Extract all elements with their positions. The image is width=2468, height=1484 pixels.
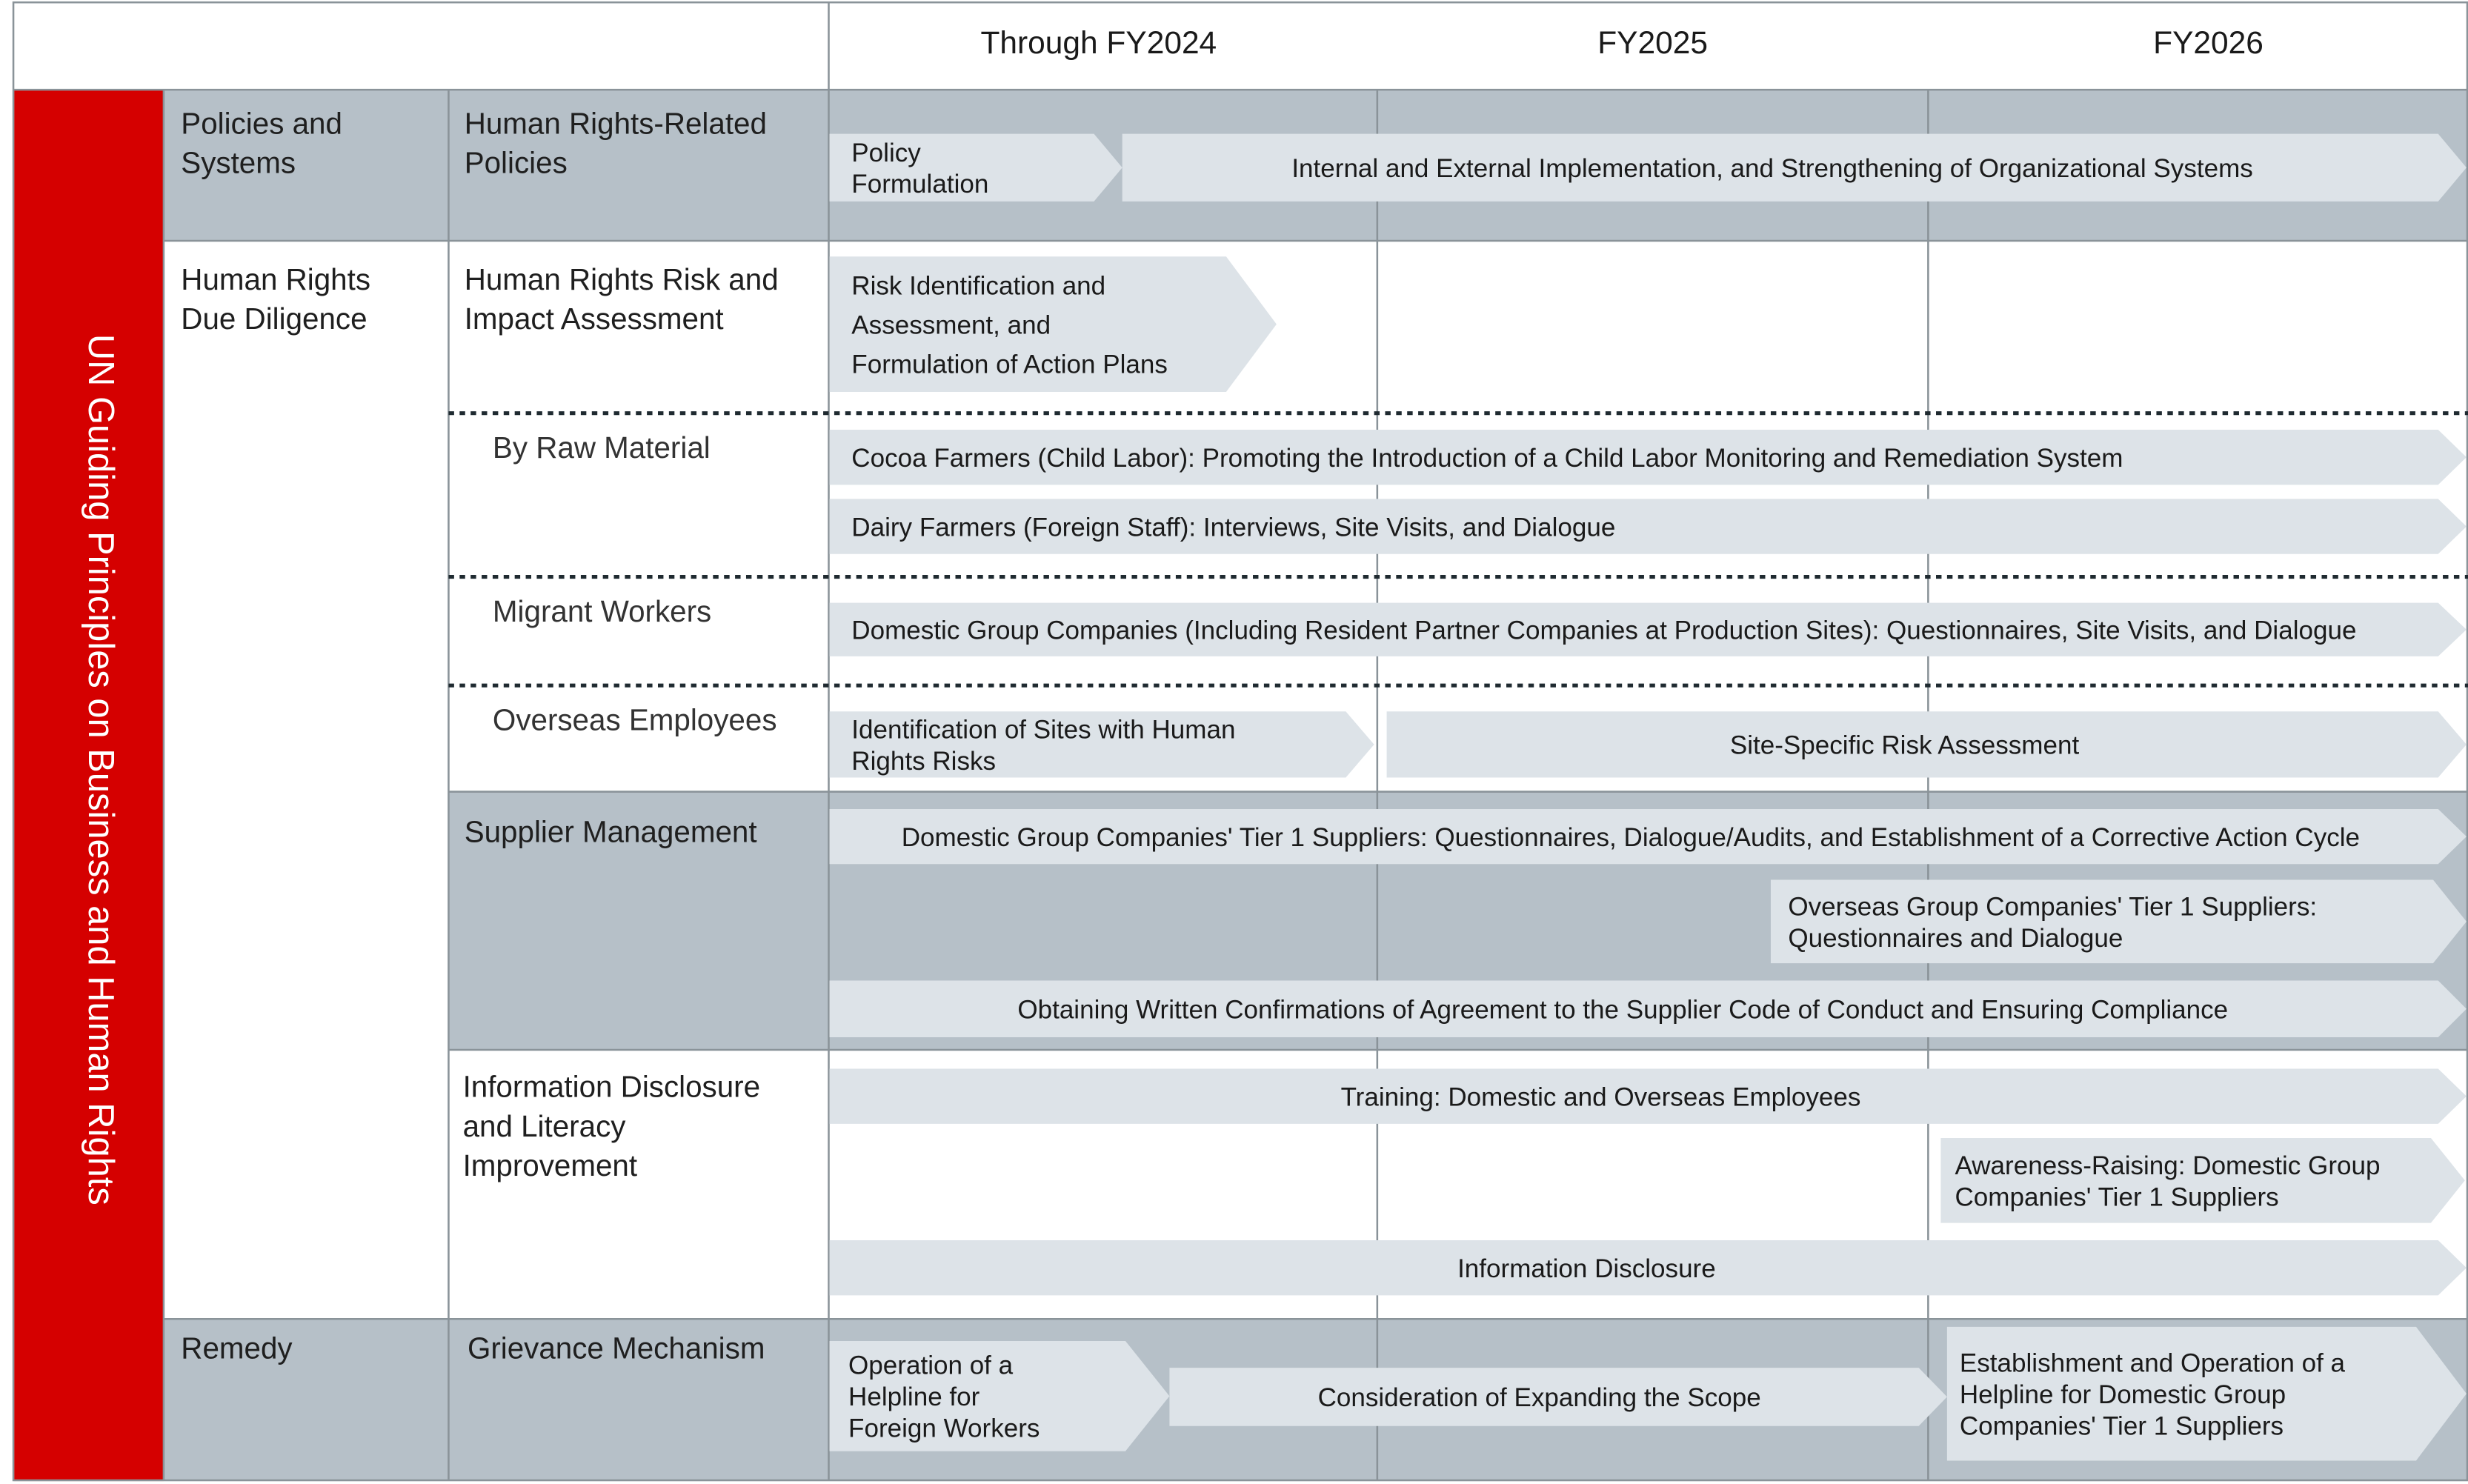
arrow-awareness-label-line: Companies' Tier 1 Suppliers xyxy=(1955,1182,2279,1212)
arrow-tier1-overseas-label-line: Questionnaires and Dialogue xyxy=(1788,923,2123,953)
arrow-site-assessment xyxy=(1387,711,2467,777)
arrow-training-label-line: Training: Domestic and Overseas Employees xyxy=(1340,1082,1861,1112)
arrow-info-disclosure-label-line: Information Disclosure xyxy=(1457,1254,1716,1283)
arrow-helpline-suppliers-label-line: Helpline for Domestic Group xyxy=(1959,1380,2286,1409)
arrow-helpline-suppliers xyxy=(1947,1327,2467,1461)
category-remedy-label xyxy=(181,1331,293,1365)
header-period-2: FY2025 xyxy=(1597,26,1708,61)
topic-overseas-label xyxy=(493,703,777,737)
arrow-tier1-overseas xyxy=(1771,880,2467,964)
arrow-site-assessment-label xyxy=(1730,731,2080,760)
arrow-site-assessment-label-line: Site-Specific Risk Assessment xyxy=(1729,731,2080,760)
header-period-1: Through FY2024 xyxy=(980,26,1217,61)
category-policies-label-line: Policies and xyxy=(181,106,342,141)
topic-grievance-label-line: Grievance Mechanism xyxy=(467,1331,765,1365)
topic-supplier-label-line: Supplier Management xyxy=(464,814,757,849)
topic-raw-material-label xyxy=(493,430,711,465)
topic-disclosure-label-line: Information Disclosure xyxy=(462,1069,761,1104)
arrow-migrant-domestic-label xyxy=(851,616,2356,645)
arrow-policy-implementation xyxy=(1122,134,2467,202)
arrow-policy-formulation-label-line: Formulation xyxy=(851,170,989,199)
category-due-diligence-label-line: Due Diligence xyxy=(181,301,367,336)
arrow-risk-identification-label-line: Risk Identification and xyxy=(851,271,1106,301)
arrow-tier1-domestic xyxy=(830,809,2467,864)
arrow-dairy xyxy=(830,499,2467,553)
arrow-dairy-label xyxy=(851,513,1615,542)
topic-disclosure-label-line: and Literacy xyxy=(462,1108,626,1143)
topic-overseas-label-line: Overseas Employees xyxy=(492,702,777,737)
arrow-helpline-foreign-label-line: Operation of a xyxy=(848,1351,1014,1380)
arrow-policy-formulation-label-line: Policy xyxy=(851,138,921,167)
arrow-migrant-domestic xyxy=(830,603,2467,656)
arrow-helpline-foreign-label-line: Foreign Workers xyxy=(848,1414,1040,1443)
arrow-cocoa xyxy=(830,430,2467,485)
arrow-dairy-label-line: Dairy Farmers (Foreign Staff): Interviews, Site Visits, and Dialogue xyxy=(851,513,1616,542)
category-policies-label-line: Systems xyxy=(181,145,296,180)
topic-disclosure-label-line: Improvement xyxy=(462,1148,638,1182)
topic-supplier-label xyxy=(465,815,757,849)
arrow-code-of-conduct xyxy=(830,981,2467,1037)
topic-policies-label-line: Policies xyxy=(464,145,568,180)
topic-policies-label-line: Human Rights-Related xyxy=(464,106,767,141)
arrow-cocoa-label xyxy=(851,444,2123,473)
arrow-risk-identification-label-line: Assessment, and xyxy=(851,310,1051,340)
arrow-helpline-suppliers-label-line: Establishment and Operation of a xyxy=(1959,1348,2346,1378)
arrow-cocoa-label-line: Cocoa Farmers (Child Labor): Promoting the Introduction of a Child Labor Monitoring and Remediation System xyxy=(851,443,2123,473)
arrow-awareness xyxy=(1940,1138,2464,1223)
category-due-diligence-label-line: Human Rights xyxy=(181,262,371,296)
topic-grievance-label xyxy=(468,1331,765,1365)
arrow-migrant-domestic-label-line: Domestic Group Companies (Including Resident Partner Companies at Production Sites): Questionnaires, Site Visits, and Dialogue xyxy=(851,616,2357,645)
arrow-helpline-foreign xyxy=(830,1341,1170,1451)
arrow-tier1-domestic-label xyxy=(902,823,2360,852)
arrow-site-identification xyxy=(830,711,1374,777)
arrow-scope-expansion-label xyxy=(1318,1383,1761,1412)
topic-risk-label-line: Impact Assessment xyxy=(464,301,724,336)
arrow-training xyxy=(830,1068,2467,1123)
arrow-site-identification-label-line: Identification of Sites with Human xyxy=(851,715,1236,745)
arrow-policy-implementation-label-line: Internal and External Implementation, and Strengthening of Organizational Systems xyxy=(1291,153,2253,183)
topic-raw-material-label-line: By Raw Material xyxy=(492,430,711,465)
topic-migrant-label-line: Migrant Workers xyxy=(492,594,712,629)
arrow-info-disclosure-label xyxy=(1457,1254,1716,1283)
arrow-code-of-conduct-label xyxy=(1017,995,2228,1024)
arrow-risk-identification xyxy=(830,256,1277,392)
arrow-scope-expansion-label-line: Consideration of Expanding the Scope xyxy=(1317,1383,1761,1413)
category-remedy-label-line: Remedy xyxy=(181,1331,293,1365)
arrow-tier1-overseas-label-line: Overseas Group Companies' Tier 1 Suppliers: xyxy=(1788,892,2318,922)
arrow-info-disclosure xyxy=(830,1240,2467,1295)
arrow-scope-expansion xyxy=(1169,1368,1946,1426)
arrow-site-identification-label-line: Rights Risks xyxy=(851,746,997,776)
topic-risk-label-line: Human Rights Risk and xyxy=(464,262,779,296)
topic-migrant-label xyxy=(493,594,711,628)
framework-label: UN Guiding Principles on Business and Human Rights xyxy=(81,333,122,1205)
arrow-tier1-domestic-label-line: Domestic Group Companies' Tier 1 Suppliers: Questionnaires, Dialogue/Audits, and Establishment of a Corrective Action Cycle xyxy=(901,822,2361,852)
arrow-awareness-label-line: Awareness-Raising: Domestic Group xyxy=(1955,1151,2381,1180)
arrow-training-label xyxy=(1341,1082,1861,1111)
arrow-policy-formulation xyxy=(830,134,1122,202)
header-period-3: FY2026 xyxy=(2153,26,2264,61)
arrow-risk-identification-label-line: Formulation of Action Plans xyxy=(851,350,1168,379)
arrow-policy-implementation-label xyxy=(1291,154,2252,183)
arrow-code-of-conduct-label-line: Obtaining Written Confirmations of Agreement to the Supplier Code of Conduct and Ensuring Compliance xyxy=(1017,995,2229,1025)
arrow-helpline-suppliers-label-line: Companies' Tier 1 Suppliers xyxy=(1959,1411,2284,1441)
arrow-helpline-foreign-label-line: Helpline for xyxy=(848,1382,980,1412)
